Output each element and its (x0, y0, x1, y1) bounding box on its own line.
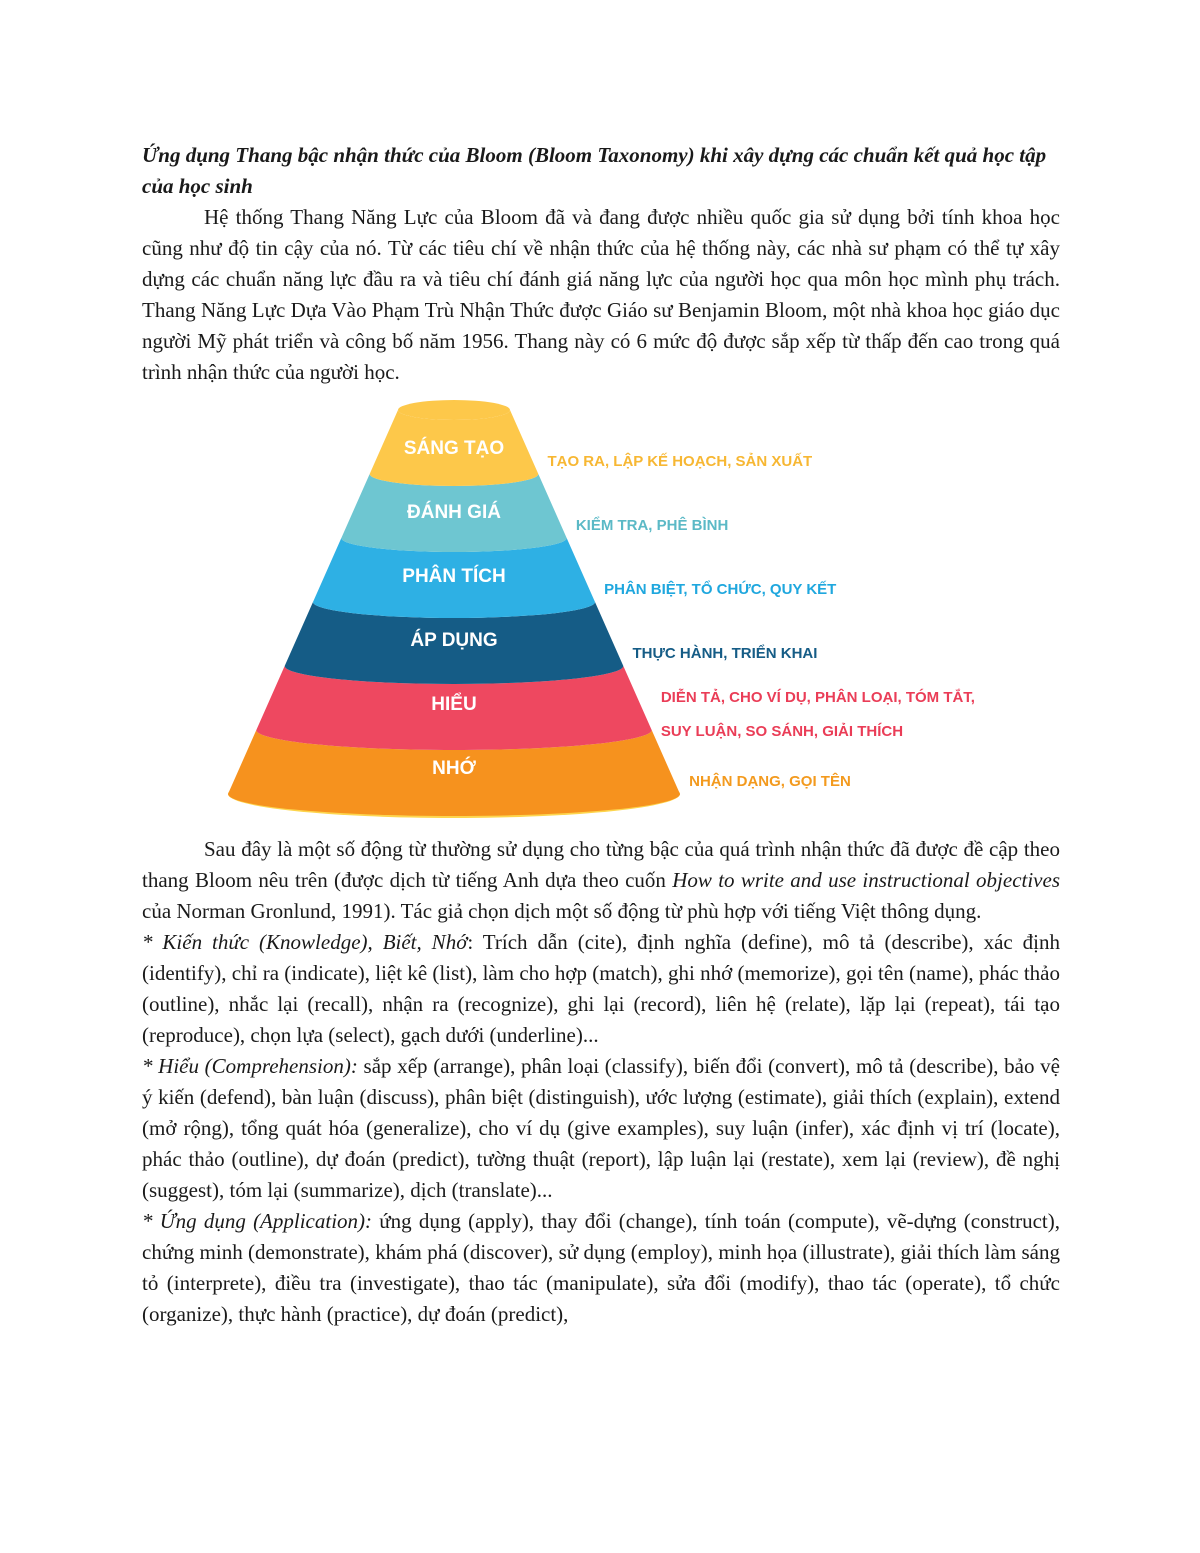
pyramid-tier-label: HIỂU (431, 694, 477, 715)
pyramid-tier-description: THỰC HÀNH, TRIỂN KHAI (632, 645, 818, 662)
level-knowledge-heading: * Kiến thức (Knowledge), Biết, Nhớ (142, 930, 468, 954)
bloom-pyramid-figure (142, 392, 1060, 822)
pyramid-tier-description: TẠO RA, LẬP KẾ HOẠCH, SẢN XUẤT (547, 453, 813, 470)
verbs-intro-text: Sau đây là một số động từ thường sử dụng cho từng bậc của quá trình nhận thức đã được đề cập theo thang Bloom nêu trên (được dịch từ tiếng Anh dựa theo cuốn (142, 837, 1060, 892)
pyramid-tier-description: PHÂN BIỆT, TỔ CHỨC, QUY KẾT (604, 581, 837, 598)
pyramid-tier-label: ÁP DỤNG (410, 630, 498, 651)
separator: : (467, 930, 483, 954)
verbs-intro-text-end: của Norman Gronlund, 1991). Tác giả chọn dịch một số động từ phù hợp với tiếng Việt thông dụng. (142, 899, 982, 923)
pyramid-tier-label: PHÂN TÍCH (402, 566, 506, 587)
pyramid-tier-description: DIỄN TẢ, CHO VÍ DỤ, PHÂN LOẠI, TÓM TẮT, (660, 689, 975, 706)
level-application-heading: * Ứng dụng (Application): (142, 1209, 373, 1233)
pyramid-tier-description: KIỂM TRA, PHÊ BÌNH (575, 517, 729, 534)
pyramid-tier-label: NHỚ (432, 758, 476, 779)
pyramid-tier-label: ĐÁNH GIÁ (407, 502, 501, 523)
level-knowledge (142, 927, 1060, 1051)
level-knowledge-verbs: Trích dẫn (cite), định nghĩa (define), mô tả (describe), xác định (identify), chỉ ra (indicate), liệt kê (list), làm cho hợp (match), ghi nhớ (memorize), gọi tên (name), phác thảo (outline), nhắc lại (recall), nhận ra (recognize), ghi lại (record), liên hệ (relate), lặp lại (repeat), tái tạo (reproduce), chọn lựa (select), gạch dưới (underline)... (142, 930, 1061, 1047)
level-comprehension-heading: * Hiểu (Comprehension): (142, 1054, 358, 1078)
pyramid-tier-label: SÁNG TẠO (403, 438, 505, 459)
intro-paragraph: Hệ thống Thang Năng Lực của Bloom đã và đang được nhiều quốc gia sử dụng bởi tính khoa học cũng như độ tin cậy của nó. Từ các tiêu chí về nhận thức của hệ thống này, các nhà sư phạm có thể tự xây dựng các chuẩn năng lực đầu ra và tiêu chí đánh giá năng lực của người học qua môn học mình phụ trách. Thang Năng Lực Dựa Vào Phạm Trù Nhận Thức được Giáo sư Benjamin Bloom, một nhà khoa học giáo dục người Mỹ phát triển và công bố năm 1956. Thang này có 6 mức độ được sắp xếp từ thấp đến cao trong quá trình nhận thức của người học. (142, 205, 1060, 384)
level-application (142, 1206, 1060, 1330)
pyramid-top (398, 400, 510, 420)
verbs-intro-paragraph (142, 834, 1060, 927)
level-comprehension-verbs: sắp xếp (arrange), phân loại (classify), biến đổi (convert), mô tả (describe), bảo vệ ý kiến (defend), bàn luận (discuss), phân biệt (distinguish), ước lượng (estimate), giải thích (explain), extend (mở rộng), tổng quát hóa (generalize), cho ví dụ (give examples), suy luận (infer), xác định vị trí (locate), phác thảo (outline), dự đoán (predict), tường thuật (report), lập luận lại (restate), xem lại (review), đề nghị (suggest), tóm lại (summarize), dịch (translate)... (142, 1054, 1060, 1202)
document-title: Ứng dụng Thang bậc nhận thức của Bloom (Bloom Taxonomy) khi xây dựng các chuẩn kết quả học tập của học sinh (142, 143, 1047, 198)
level-comprehension (142, 1051, 1060, 1206)
bloom-pyramid (142, 392, 1060, 822)
pyramid-tier-description: NHẬN DẠNG, GỌI TÊN (689, 773, 851, 790)
book-title: How to write and use instructional objectives (672, 868, 1060, 892)
document-body (142, 140, 1060, 1330)
level-application-verbs: ứng dụng (apply), thay đổi (change), tính toán (compute), vẽ-dựng (construct), chứng minh (demonstrate), khám phá (discover), sử dụng (employ), minh họa (illustrate), giải thích làm sáng tỏ (interprete), điều tra (investigate), thao tác (manipulate), sửa đổi (modify), thao tác (operate), tổ chức (organize), thực hành (practice), dự đoán (predict), (142, 1209, 1060, 1326)
pyramid-tier-description-line2: SUY LUẬN, SO SÁNH, GIẢI THÍCH (660, 723, 904, 740)
